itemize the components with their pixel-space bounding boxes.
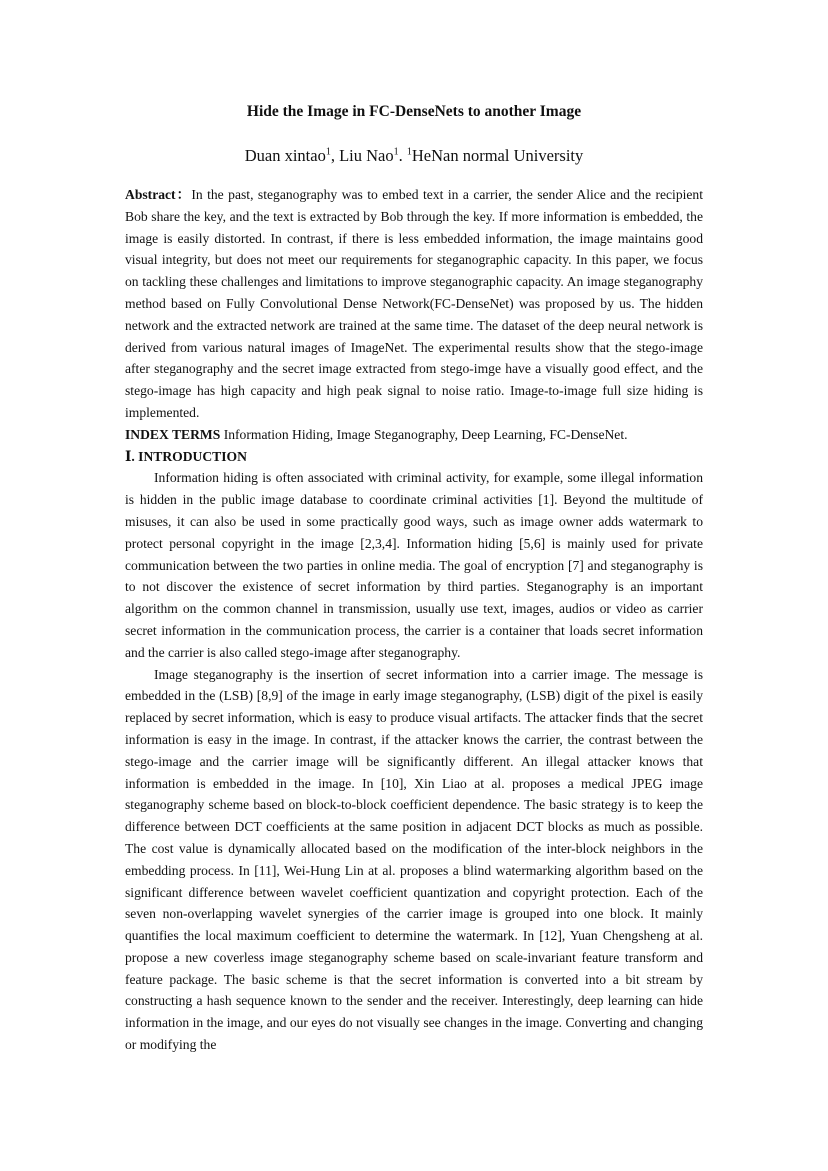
abstract-text: In the past, steganography was to embed text in a carrier, the sender Alice and the recipient Bob share the key, and the text is extracted by Bob through the key. If more information is embedded, the image is easily distorted. In contrast, if there is less embedded information, the image maintains good visual integrity, but does not meet our requirements for steganographic capacity. In this paper, we focus on tackling these challenges and limitations to improve steganographic capacity. An image steganography method based on Fully Convolutional Dense Network(FC-DenseNet) was proposed by us. The hidden network and the extracted network are trained at the same time. The dataset of the deep neural network is derived from various natural images of ImageNet. The experimental results show that the stego-image after steganography and the secret image extracted from stego-imge have a visually good effect, and the stego-image has high capacity and high peak signal to noise ratio. Image-to-image full size hiding is implemented. xyxy=(125,187,703,420)
affiliation: HeNan normal University xyxy=(411,146,584,165)
section-heading-introduction: Ⅰ. INTRODUCTION xyxy=(125,448,247,464)
author-2: Liu Nao xyxy=(339,146,394,165)
author-separator: , xyxy=(330,146,340,165)
index-terms-label: INDEX TERMS xyxy=(125,426,221,442)
abstract-label: Abstract： xyxy=(125,187,192,202)
author-1: Duan xintao xyxy=(244,146,326,165)
author-1-affiliation-mark: 1 xyxy=(325,146,331,158)
author-line xyxy=(125,144,703,168)
paper-page xyxy=(125,100,703,1056)
intro-paragraph-1: Information hiding is often associated with criminal activity, for example, some illegal information is hidden in the public image database to coordinate criminal activities [1]. Beyond the multitude of misuses, it can also be used in some practically good ways, such as image owner adds watermark to protect personal copyright in the image [2,3,4]. Information hiding [5,6] is mainly used for private communication between the two parties in online media. The goal of encryption [7] and steganography is to not discover the existence of secret information by third parties. Steganography is an important algorithm on the common channel in transmission, usually use text, images, audios or video as carrier secret information in the communication process, the carrier is a container that loads secret information and the carrier is also called stego-image after steganography. xyxy=(125,470,703,660)
paper-title: Hide the Image in FC-DenseNets to another Image xyxy=(246,103,582,120)
abstract xyxy=(125,184,703,424)
intro-paragraph-2: Image steganography is the insertion of secret information into a carrier image. The message is embedded in the (LSB) [8,9] of the image in early image steganography, (LSB) digit of the pixel is easily replaced by secret information, which is easy to produce visual artifacts. The attacker finds that the secret information is easy in the image. In contrast, if the attacker knows the carrier, the contrast between the stego-image and the carrier image will be significantly different. An illegal attacker knows that information is embedded in the image. In [10], Xin Liao at al. proposes a medical JPEG image steganography scheme based on block-to-block coefficient dependence. The basic strategy is to keep the difference between DCT coefficients at the same position in adjacent DCT blocks as much as possible. The cost value is dynamically allocated based on the modification of the inter-block neighbors in the embedding process. In [11], Wei-Hung Lin at al. proposes a blind watermarking algorithm based on the significant difference between wavelet coefficient quantization and copyright protection. Each of the seven non-overlapping wavelet synergies of the carrier image is grouped into one block. It mainly quantifies the local maximum coefficient to determine the watermark. In [12], Yuan Chengsheng at al. propose a new coverless image steganography scheme based on scale-invariant feature transform and feature package. The basic scheme is that the secret information is converted into a bit stream by constructing a hash sequence known to the sender and the receiver. Interestingly, deep learning can hide information in the image, and our eyes do not visually see changes in the image. Converting and changing or modifying the xyxy=(125,666,703,1053)
affiliation-mark: 1 xyxy=(406,146,412,158)
index-terms-text: Information Hiding, Image Steganography, Deep Learning, FC-DenseNet. xyxy=(220,426,628,442)
affiliation-separator: . xyxy=(398,146,407,165)
index-terms xyxy=(125,424,703,446)
author-2-affiliation-mark: 1 xyxy=(393,146,399,158)
